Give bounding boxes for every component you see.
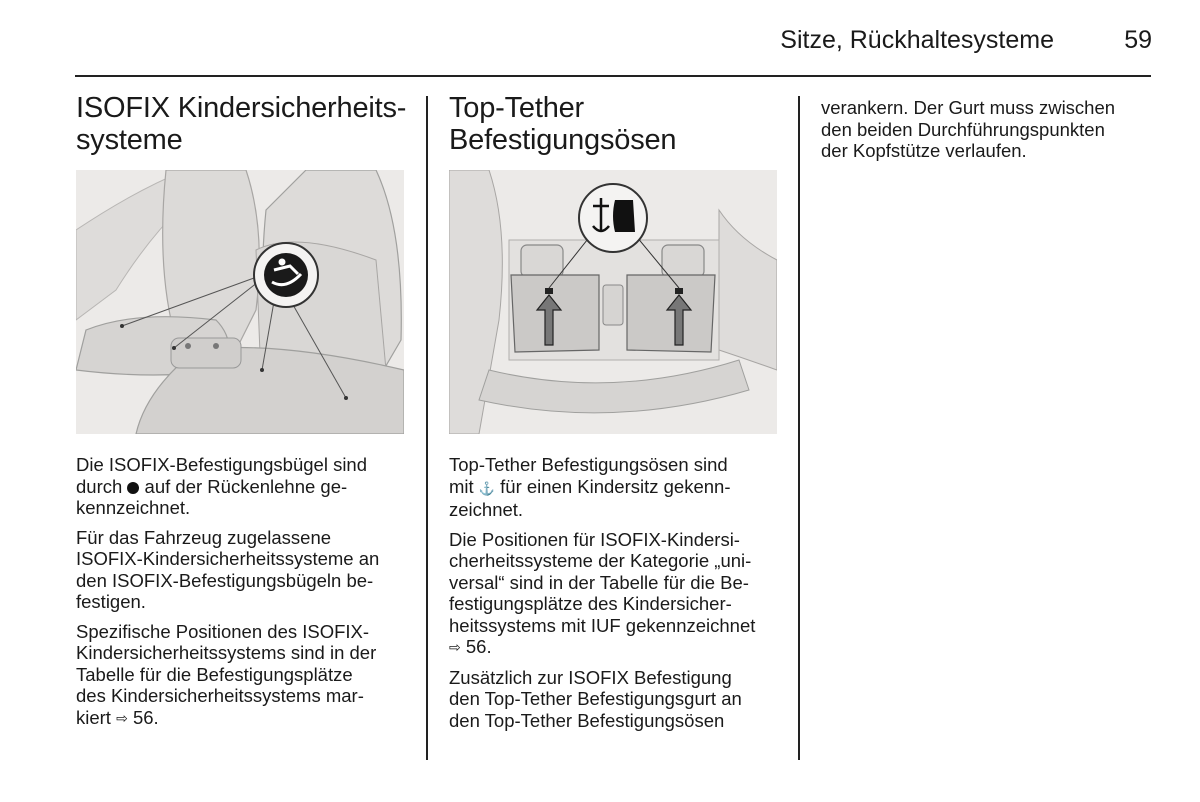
cross-reference-arrow-icon[interactable]: ⇨ [449,639,461,655]
paragraph: Für das Fahrzeug zugelassene ISOFIX-Kindersicherheitssysteme an den ISOFIX-Befestigungsbügeln be- festigen. [76,526,380,612]
paragraph: Spezifische Positionen des ISOFIX- Kindersicherheitssystems sind in der Tabelle für die Befestigungsplätze des Kindersicherheitssystems mar- kiert ⇨ 56. [76,620,377,728]
paragraph: Zusätzlich zur ISOFIX Befestigung den Top-Tether Befestigungsgurt an den Top-Tether Befestigungsösen [449,666,742,731]
paragraph: Top-Tether Befestigungsösen sind mit ⚓ für einen Kindersitz gekenn- zeichnet. [449,454,731,520]
isofix-seat-illustration [76,170,404,434]
paragraph: Die ISOFIX-Befestigungsbügel sind durch auf der Rückenlehne ge- kennzeichnet. [76,454,368,518]
column-isofix [76,92,411,156]
column-divider [798,96,800,760]
column-isofix-text [76,454,411,737]
isofix-symbol-icon [127,482,139,494]
column-top-tether-text [449,454,784,739]
header-rule [75,75,1151,77]
column-divider [426,96,428,760]
page-number: 59 [1124,26,1152,54]
cross-reference-arrow-icon[interactable]: ⇨ [116,709,128,726]
paragraph: verankern. Der Gurt muss zwischen den beiden Durchführungspunkten der Kopfstütze verlaufen. [821,97,1116,161]
section-heading-isofix: ISOFIX Kindersicherheits- systeme [76,92,407,156]
paragraph: Die Positionen für ISOFIX-Kindersi- cherheitssysteme der Kategorie „uni- versal“ sind in der Tabelle für die Be- festigungsplätze des Kindersicher- heitssystems mit IUF gekennzeichnet ⇨ 56. [449,528,756,657]
column-continued-text [821,97,1151,170]
top-tether-symbol-icon: ⚓ [478,480,495,496]
column-top-tether [449,92,784,156]
running-header: Sitze, Rückhaltesysteme [780,26,1054,54]
section-heading-top-tether: Top-Tether Befestigungsösen [449,92,677,156]
top-tether-illustration [449,170,777,434]
